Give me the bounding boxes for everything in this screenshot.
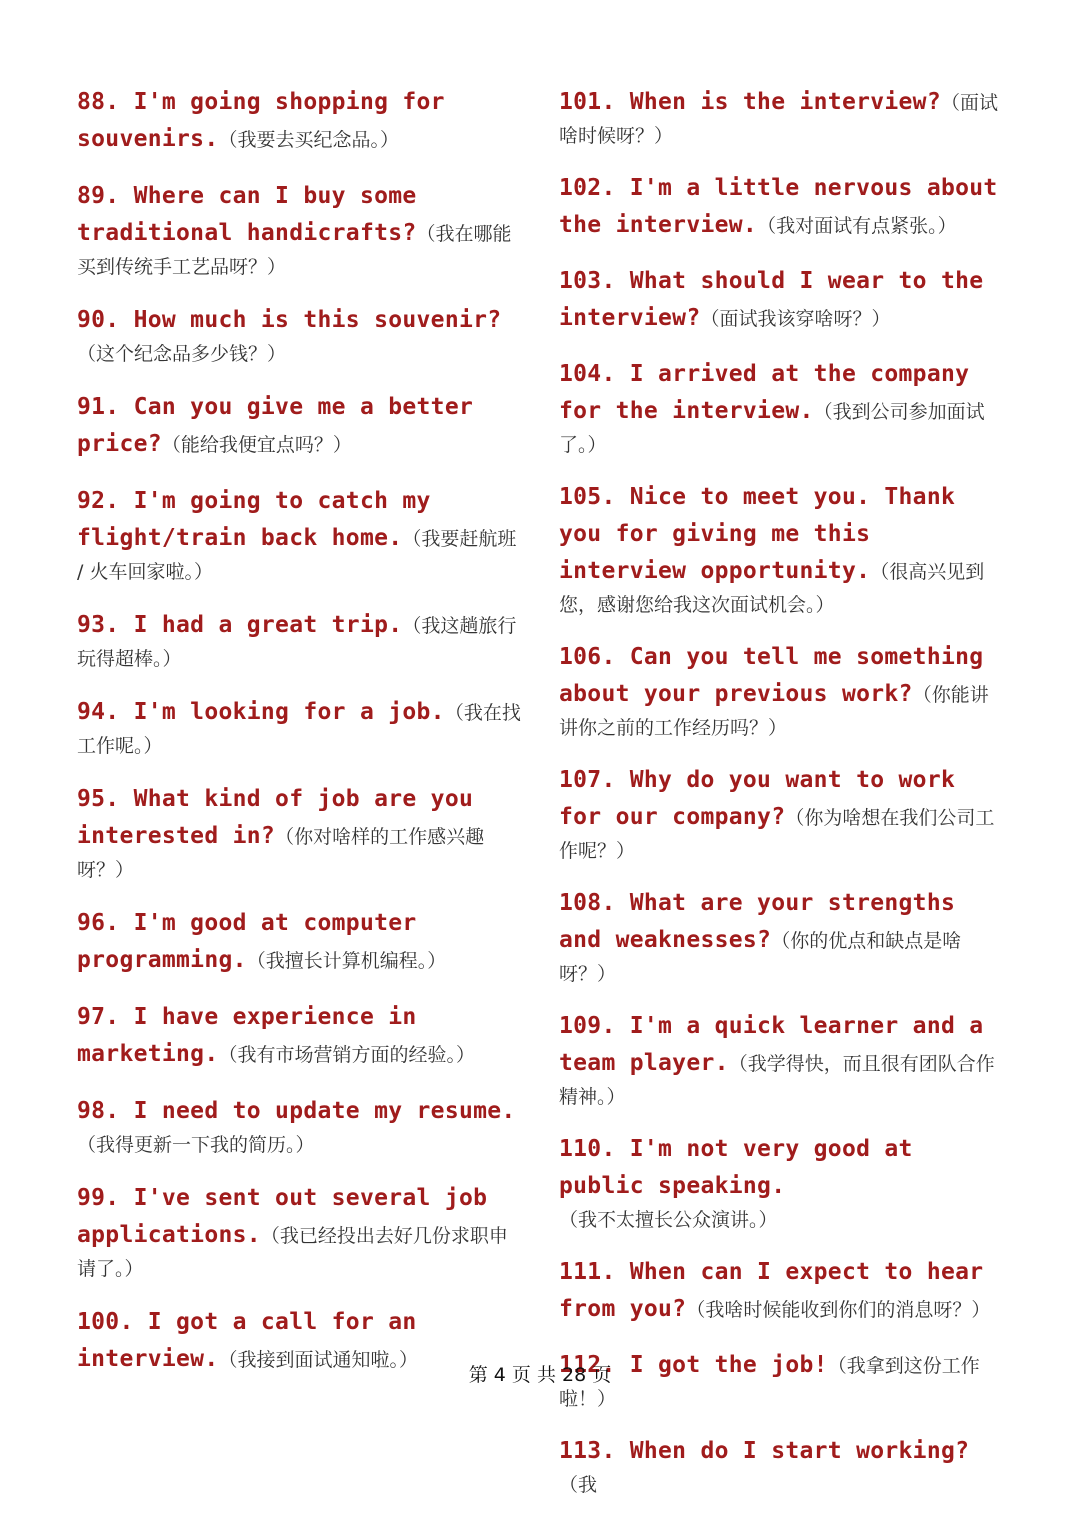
chinese-translation: （我接到面试通知啦。） <box>218 1349 418 1371</box>
english-phrase: 94. I'm looking for a job. <box>77 699 445 725</box>
chinese-translation: （你能讲讲你之前的工作经历吗？） <box>559 684 989 739</box>
chinese-translation: （你的优点和缺点是啥呀？） <box>559 930 962 985</box>
english-phrase: 105. Nice to meet you. Thank you for giving me this interview opportunity. <box>559 484 956 584</box>
chinese-translation: （这个纪念品多少钱？） <box>77 343 287 365</box>
chinese-translation: （你为啥想在我们公司工作呢？） <box>559 807 995 862</box>
english-phrase: 111. When can I expect to hear from you? <box>559 1259 984 1322</box>
chinese-translation: （我在哪能买到传统手工艺品呀？） <box>77 223 512 278</box>
chinese-translation: （我不太擅长公众演讲。） <box>559 1209 778 1231</box>
chinese-translation: （面试啥时候呀？） <box>559 92 998 147</box>
english-phrase: 88. I'm going shopping for souvenirs. <box>77 89 445 152</box>
phrase-entry <box>559 84 1003 151</box>
english-phrase: 91. Can you give me a better price? <box>77 394 474 457</box>
english-phrase: 103. What should I wear to the interview? <box>559 268 984 331</box>
chinese-translation: （我已经投出去好几份求职申请了。） <box>77 1225 508 1280</box>
phrase-entry <box>77 999 521 1073</box>
phrase-entry <box>77 84 521 158</box>
chinese-translation: （能给我便宜点吗？） <box>161 434 352 456</box>
english-phrase: 104. I arrived at the company for the interview. <box>559 361 970 424</box>
phrase-entry <box>559 1254 1003 1328</box>
english-phrase: 109. I'm a quick learner and a team player. <box>559 1013 984 1076</box>
english-phrase: 100. I got a call for an interview. <box>77 1309 417 1372</box>
chinese-translation: （我 <box>559 1474 598 1496</box>
phrase-entry <box>559 1008 1003 1112</box>
english-phrase: 113. When do I start working? <box>559 1438 970 1464</box>
phrase-entry <box>77 302 521 369</box>
phrase-entry <box>559 1131 1003 1235</box>
chinese-translation: （我擅长计算机编程。） <box>246 950 447 972</box>
chinese-translation: （我要赶航班 / 火车回家啦。） <box>77 528 517 583</box>
chinese-translation: （很高兴见到您，感谢您给我这次面试机会。） <box>559 561 985 616</box>
english-phrase: 95. What kind of job are you interested in? <box>77 786 474 849</box>
english-phrase: 89. Where can I buy some traditional handicrafts? <box>77 183 417 246</box>
phrase-entry <box>559 356 1003 460</box>
phrase-entry <box>77 389 521 463</box>
english-phrase: 97. I have experience in marketing. <box>77 1004 417 1067</box>
phrase-entry <box>559 479 1003 620</box>
left-column <box>77 84 521 1398</box>
phrase-entry <box>559 263 1003 337</box>
english-phrase: 93. I had a great trip. <box>77 612 403 638</box>
english-phrase: 112. I got the job! <box>559 1352 828 1378</box>
phrase-entry <box>77 781 521 885</box>
phrase-entry <box>559 885 1003 989</box>
page-footer: 第 4 页 共 28 页 <box>468 1364 612 1386</box>
chinese-translation: （我拿到这份工作啦！） <box>559 1355 980 1410</box>
right-column <box>559 84 1003 1519</box>
english-phrase: 106. Can you tell me something about your previous work? <box>559 644 984 707</box>
english-phrase: 102. I'm a little nervous about the interview. <box>559 175 998 238</box>
chinese-translation: （我到公司参加面试了。） <box>559 401 985 456</box>
chinese-translation: （我得更新一下我的简历。） <box>77 1134 315 1156</box>
english-phrase: 99. I've sent out several job applications. <box>77 1185 488 1248</box>
phrase-entry <box>77 607 521 674</box>
phrase-entry <box>77 178 521 282</box>
chinese-translation: （你对啥样的工作感兴趣呀？） <box>77 826 485 881</box>
phrase-entry <box>77 905 521 979</box>
phrase-entry <box>77 694 521 761</box>
english-phrase: 107. Why do you want to work for our company? <box>559 767 956 830</box>
english-phrase: 98. I need to update my resume. <box>77 1098 516 1124</box>
chinese-translation: （我对面试有点紧张。） <box>757 215 957 237</box>
chinese-translation: （面试我该穿啥呀？） <box>700 308 891 330</box>
chinese-translation: （我要去买纪念品。） <box>218 129 399 151</box>
english-phrase: 101. When is the interview? <box>559 89 941 115</box>
chinese-translation: （我啥时候能收到你们的消息呀？） <box>686 1299 991 1321</box>
chinese-translation: （我在找工作呢。） <box>77 702 521 757</box>
phrase-entry <box>559 762 1003 866</box>
phrase-entry <box>559 170 1003 244</box>
phrase-entry <box>559 639 1003 743</box>
english-phrase: 96. I'm good at computer programming. <box>77 910 417 973</box>
english-phrase: 90. How much is this souvenir? <box>77 307 502 333</box>
chinese-translation: （我有市场营销方面的经验。） <box>218 1044 475 1066</box>
phrase-entry <box>77 1180 521 1284</box>
phrase-entry <box>77 1093 521 1160</box>
english-phrase: 108. What are your strengths and weaknesses? <box>559 890 956 953</box>
chinese-translation: （我这趟旅行玩得超棒。） <box>77 615 517 670</box>
english-phrase: 110. I'm not very good at public speaking. <box>559 1136 913 1199</box>
chinese-translation: （我学得快，而且很有团队合作精神。） <box>559 1053 995 1108</box>
english-phrase: 92. I'm going to catch my flight/train back home. <box>77 488 431 551</box>
phrase-entry <box>559 1433 1003 1500</box>
phrase-entry <box>77 483 521 587</box>
